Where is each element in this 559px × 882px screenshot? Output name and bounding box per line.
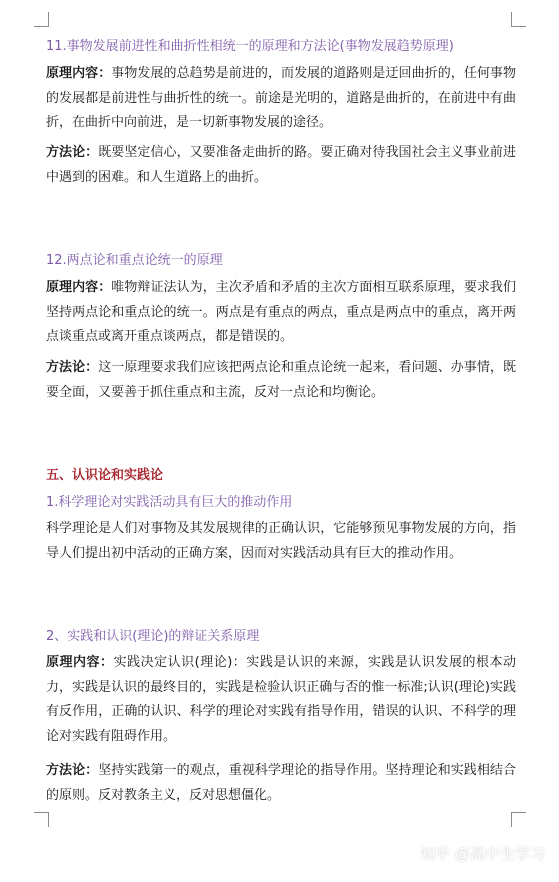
section-5-title: 五、认识论和实践论 [46, 468, 164, 483]
section-5-2-heading: 2、实践和认识(理论)的辩证关系原理 [46, 629, 260, 644]
method-text: 坚持实践第一的观点，重视科学理论的指导作用。坚持理论和实践相结合的原则。反对教条主义，反对思想僵化。 [46, 763, 516, 803]
principle-label: 原理内容： [46, 66, 112, 81]
section-5-1 [46, 493, 516, 513]
section-12 [46, 251, 516, 271]
principle-paragraph [46, 62, 516, 136]
section-5-1-heading: 1.科学理论对实践活动具有巨大的推动作用 [46, 495, 293, 510]
method-label: 方法论： [46, 763, 99, 778]
section-12-heading: 12.两点论和重点论统一的原理 [46, 253, 223, 268]
principle-text: 实践决定认识(理论)：实践是认识的来源，实践是认识发展的根本动力，实践是认识的最终目的，实践是检验认识正确与否的惟一标准;认识(理论)实践有反作用，正确的认识、科学的理论对实践有指导作用，错误的认识、不科学的理论对实践有阻碍作用。 [46, 655, 516, 744]
method-paragraph [46, 356, 516, 405]
section-11 [46, 37, 516, 57]
section-5-2-method [46, 759, 516, 808]
zhihu-watermark: 知乎 @高中生学习 [420, 845, 545, 863]
method-label: 方法论： [46, 145, 99, 160]
principle-paragraph [46, 651, 516, 749]
section-11-principle [46, 62, 516, 136]
principle-label: 原理内容： [46, 280, 112, 295]
principle-text: 事物发展的总趋势是前进的，而发展的道路则是迂回曲折的，任何事物的发展都是前进性与曲折性的统一。前途是光明的，道路是曲折的，在前进中有曲折，在曲折中向前进，是一切新事物发展的途径。 [46, 66, 516, 130]
section-12-method [46, 356, 516, 405]
principle-text: 唯物辩证法认为，主次矛盾和矛盾的主次方面相互联系原理，要求我们坚持两点论和重点论的统一。两点是有重点的两点，重点是两点中的重点，离开两点谈重点或离开重点谈两点，都是错误的。 [46, 280, 516, 344]
method-text: 既要坚定信心，又要准备走曲折的路。要正确对待我国社会主义事业前进中遇到的困难。和人生道路上的曲折。 [46, 145, 516, 185]
section-5 [46, 466, 516, 486]
crop-mark-bottom-right [511, 812, 526, 827]
crop-mark-top-left [34, 12, 49, 27]
principle-paragraph [46, 276, 516, 350]
section-11-heading: 11.事物发展前进性和曲折性相统一的原理和方法论(事物发展趋势原理) [46, 39, 454, 54]
body-paragraph: 科学理论是人们对事物及其发展规律的正确认识，它能够预见事物发展的方向，指导人们提出初中活动的正确方案，因而对实践活动具有巨大的推动作用。 [46, 521, 516, 561]
method-paragraph [46, 759, 516, 808]
section-5-2 [46, 627, 516, 647]
crop-mark-top-right [511, 12, 526, 27]
section-5-1-body [46, 517, 516, 566]
section-12-principle [46, 276, 516, 350]
principle-label: 原理内容： [46, 655, 114, 670]
section-5-2-principle [46, 651, 516, 749]
method-label: 方法论： [46, 360, 99, 375]
method-text: 这一原理要求我们应该把两点论和重点论统一起来，看问题、办事情，既要全面，又要善于抓住重点和主流，反对一点论和均衡论。 [46, 360, 516, 400]
method-paragraph [46, 141, 516, 190]
section-11-method [46, 141, 516, 190]
crop-mark-bottom-left [34, 812, 49, 827]
